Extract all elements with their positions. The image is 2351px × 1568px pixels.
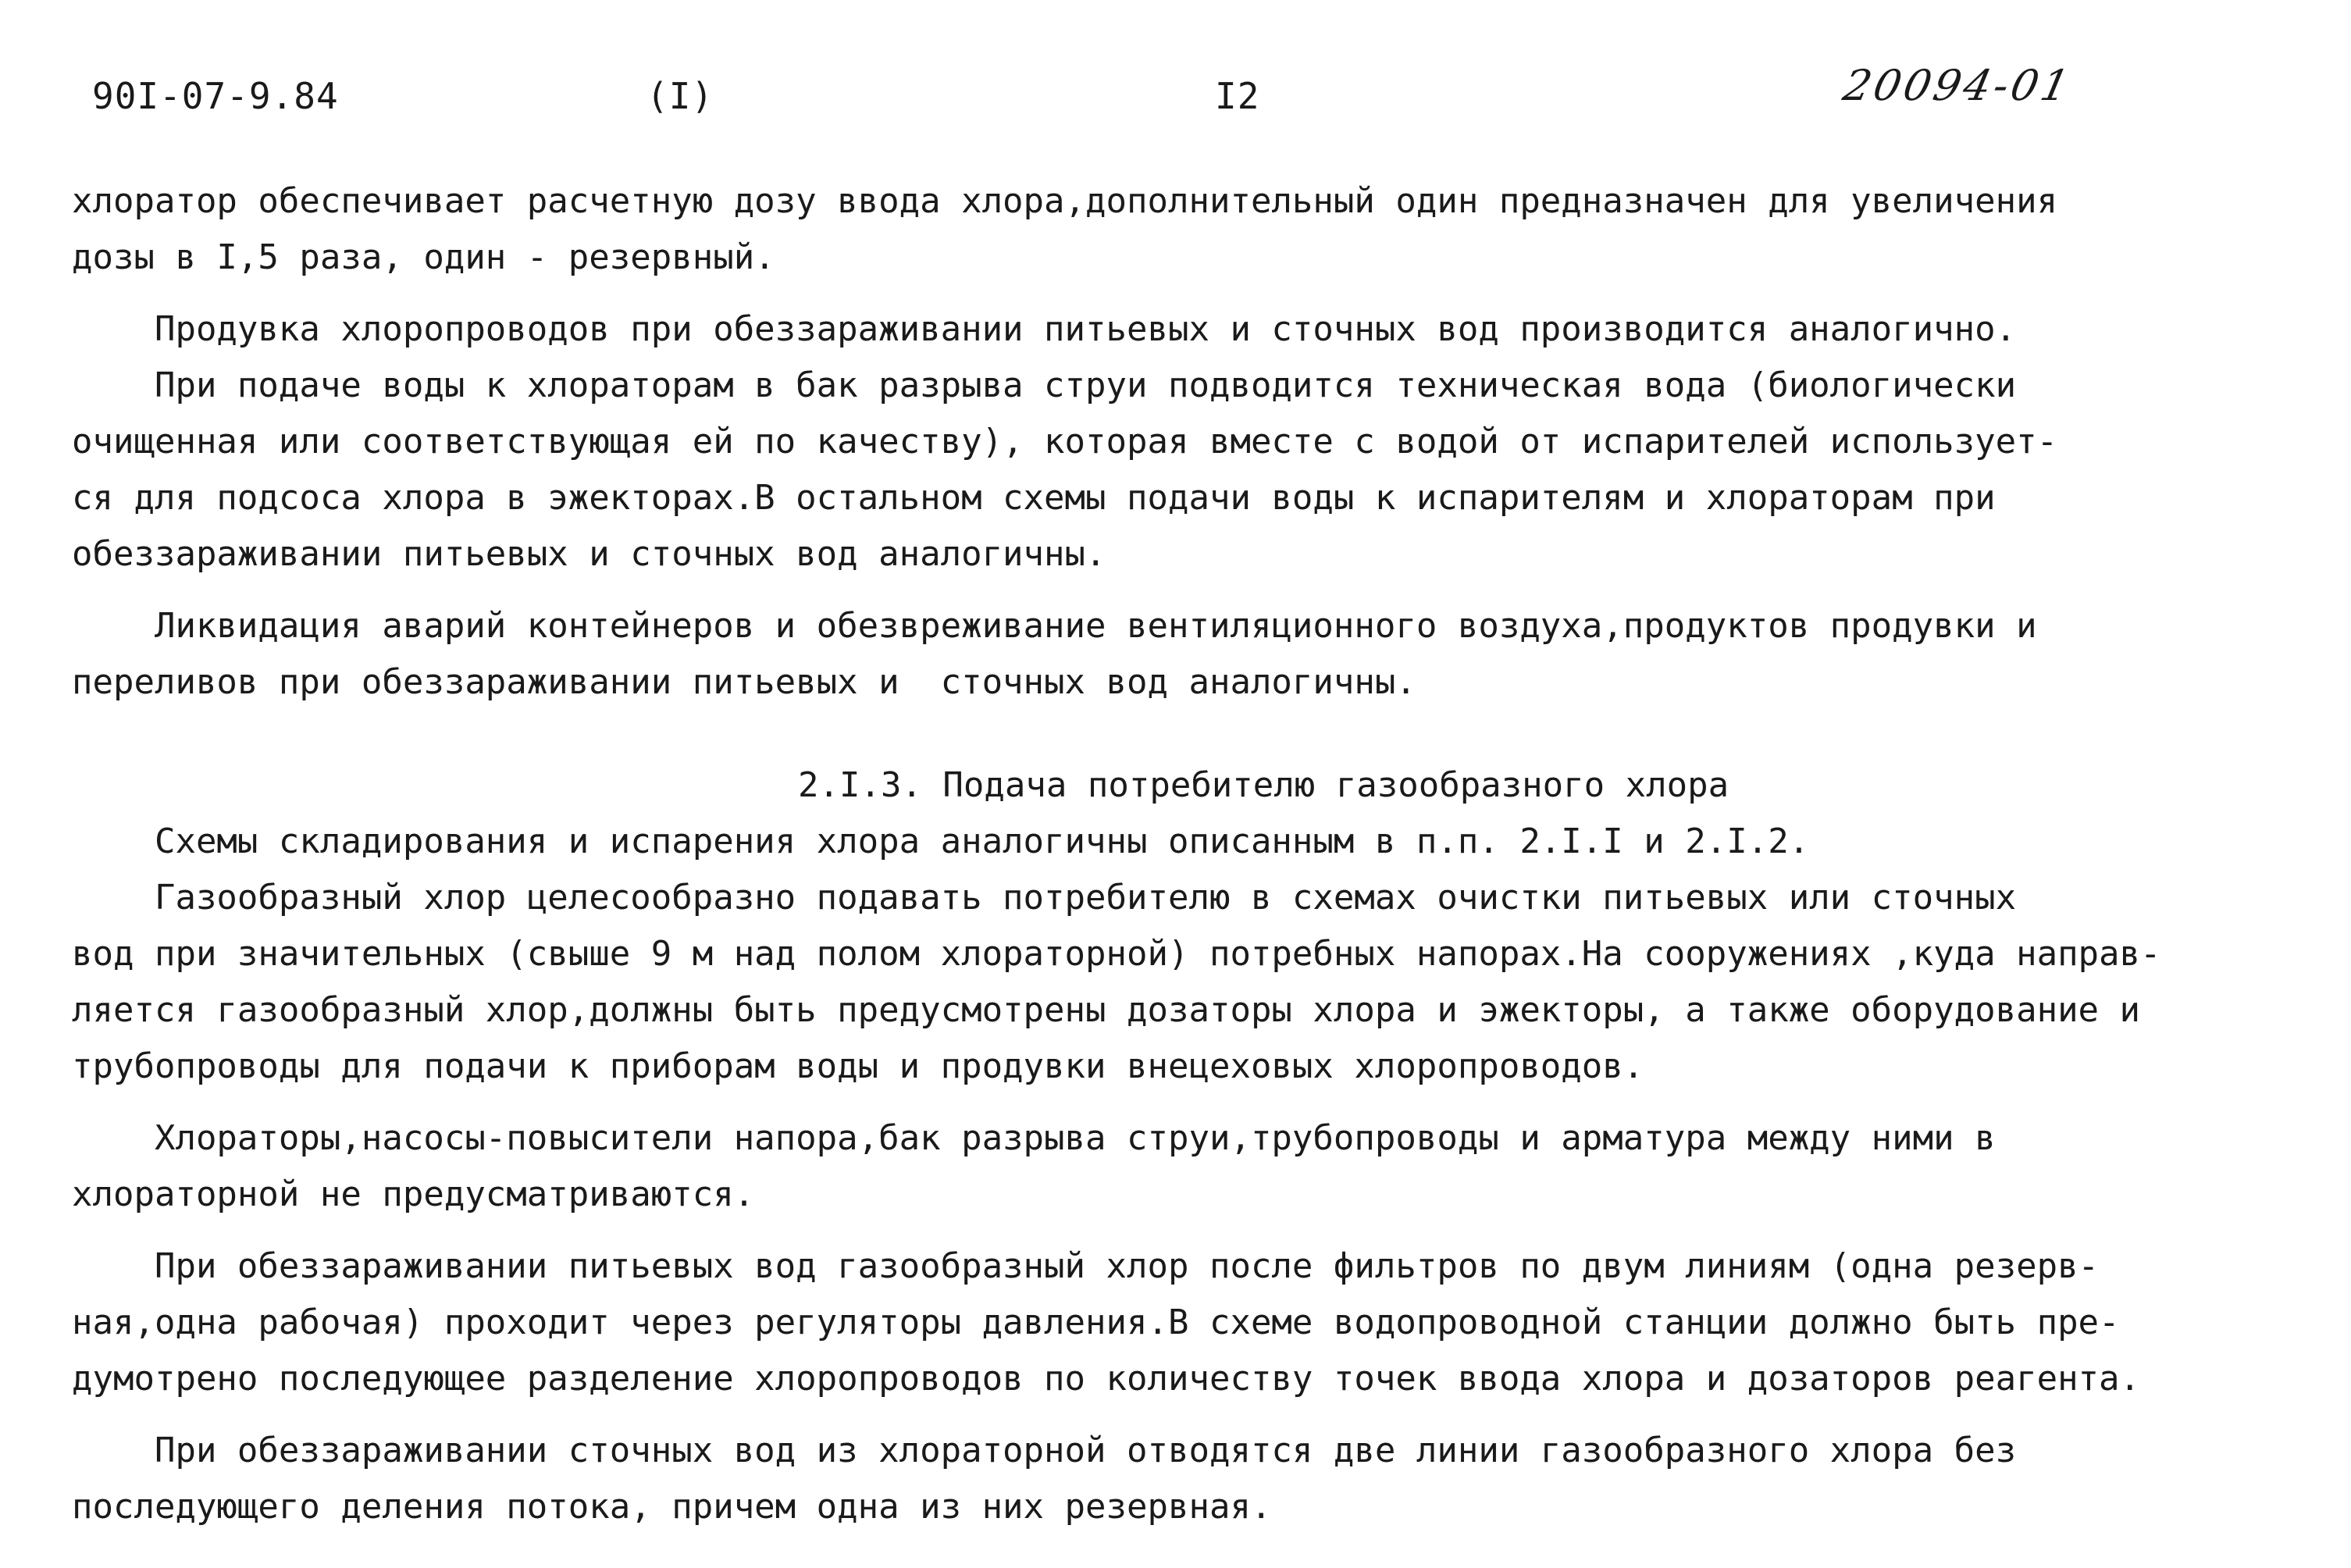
text-line: ся для подсоса хлора в эжекторах.В остальном схемы подачи воды к испарителям и хлораторам при [72, 478, 1996, 518]
paragraph [72, 301, 2305, 583]
document-body [72, 173, 2305, 1535]
paragraph [72, 598, 2305, 711]
text-line: При обеззараживании питьевых вод газообразный хлор после фильтров по двум линиям (одна резерв- [72, 1246, 2100, 1286]
part-number: (I) [647, 75, 714, 117]
text-line: ная,одна рабочая) проходит через регуляторы давления.В схеме водопроводной станции должно быть пре- [72, 1303, 2120, 1342]
document-code: 90I-07-9.84 [92, 75, 339, 117]
section-heading: 2.I.3. Подача потребителю газообразного хлора [798, 765, 1729, 805]
text-line: вод при значительных (свыше 9 м над полом хлораторной) потребных напорах.На сооружениях ,куда направ- [72, 934, 2161, 974]
text-line: При подаче воды к хлораторам в бак разрыва струи подводится техническая вода (биологически [72, 365, 2017, 405]
text-line: дозы в I,5 раза, один - резервный. [72, 237, 775, 277]
text-line: переливов при обеззараживании питьевых и сточных вод аналогичны. [72, 662, 1416, 702]
text-line: последующего деления потока, причем одна из них резервная. [72, 1487, 1272, 1527]
text-line: хлоратор обеспечивает расчетную дозу ввода хлора,дополнительный один предназначен для увеличения [72, 181, 2058, 221]
text-line: думотрено последующее разделение хлоропроводов по количеству точек ввода хлора и дозаторов реагента. [72, 1359, 2141, 1399]
text-line: При обеззараживании сточных вод из хлораторной отводятся две линии газообразного хлора без [72, 1431, 2017, 1470]
section-heading-block [72, 757, 2305, 814]
paragraph [72, 1423, 2305, 1535]
text-line: Продувка хлоропроводов при обеззараживании питьевых и сточных вод производится аналогично. [72, 309, 2017, 349]
text-line: Ликвидация аварий контейнеров и обезвреживание вентиляционного воздуха,продуктов продувки и [72, 606, 2037, 646]
text-line: трубопроводы для подачи к приборам воды и продувки внецеховых хлоропроводов. [72, 1046, 1644, 1086]
paragraph [72, 173, 2305, 286]
text-line: обеззараживании питьевых и сточных вод аналогичны. [72, 534, 1106, 574]
paragraph [72, 1110, 2305, 1223]
paragraph [72, 1238, 2305, 1407]
text-line: очищенная или соответствующая ей по качеству), которая вместе с водой от испарителей использует- [72, 422, 2058, 461]
text-line: хлораторной не предусматриваются. [72, 1174, 755, 1214]
text-line: Хлораторы,насосы-повысители напора,бак разрыва струи,трубопроводы и арматура между ними в [72, 1118, 1996, 1158]
text-line: ляется газообразный хлор,должны быть предусмотрены дозаторы хлора и эжекторы, а также оборудование и [72, 990, 2141, 1030]
page-header [0, 61, 2351, 137]
paragraph [72, 814, 2305, 1095]
text-line: Газообразный хлор целесообразно подавать потребителю в схемах очистки питьевых или сточных [72, 878, 2017, 918]
handwritten-inventory-number: 20094-01 [1839, 61, 2077, 110]
page-number: I2 [1215, 75, 1260, 117]
text-line: Схемы складирования и испарения хлора аналогичны описанным в п.п. 2.I.I и 2.I.2. [72, 821, 1810, 861]
